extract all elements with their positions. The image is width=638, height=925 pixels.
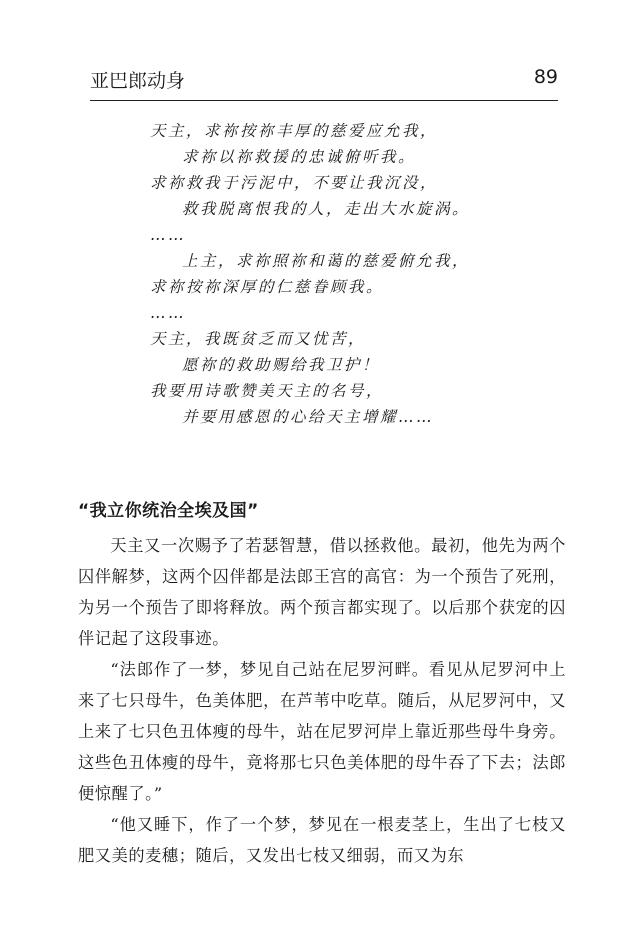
poem-line: 救我脱离恨我的人，走出大水旋涡。	[182, 200, 471, 218]
poem-line: 求祢以祢救援的忠诚俯听我。	[182, 148, 417, 166]
poem-line: 天主，我既贫乏而又忧苦，	[150, 330, 367, 348]
page-number: 89	[533, 66, 558, 88]
paragraph: 天主又一次赐予了若瑟智慧，借以拯救他。最初，他先为两个囚伴解梦，这两个囚伴都是法郎王宫的高官：为一个预告了死刑，为另一个预告了即将释放。两个预言都实现了。以后那个获宠的囚伴记起了这段事迹。	[78, 536, 566, 648]
poem-line: 求祢救我于污泥中，不要让我沉没，	[150, 174, 439, 192]
chapter-title: 亚巴郎动身	[90, 70, 186, 92]
psalm-quote	[150, 118, 570, 430]
poem-line: 求祢按祢深厚的仁慈眷顾我。	[150, 278, 385, 296]
poem-line: 并要用感恩的心给天主增耀……	[182, 408, 435, 426]
paragraph: “法郎作了一梦，梦见自己站在尼罗河畔。看见从尼罗河中上来了七只母牛，色美体肥，在芦苇中吃草。随后，从尼罗河中，又上来了七只色丑体瘦的母牛，站在尼罗河岸上靠近那些母牛身旁。这些色丑体瘦的母牛，竟将那七只色美体肥的母牛吞了下去；法郎便惊醒了。”	[78, 660, 566, 803]
poem-line: 天主，求祢按祢丰厚的慈爱应允我，	[150, 122, 439, 140]
poem-ellipsis: ……	[150, 304, 186, 322]
paragraph: “他又睡下，作了一个梦，梦见在一根麦茎上，生出了七枝又肥又美的麦穗；随后，又发出七枝又细弱，而又为东	[78, 815, 566, 865]
poem-ellipsis: ……	[150, 226, 186, 244]
poem-line: 上主，求祢照祢和蔼的慈爱俯允我，	[182, 252, 471, 270]
section-heading: “我立你统治全埃及国”	[78, 501, 259, 521]
running-header	[90, 64, 558, 101]
poem-line: 我要用诗歌赞美天主的名号，	[150, 382, 385, 400]
body-text	[78, 530, 566, 871]
poem-line: 愿祢的救助赐给我卫护！	[182, 356, 381, 374]
